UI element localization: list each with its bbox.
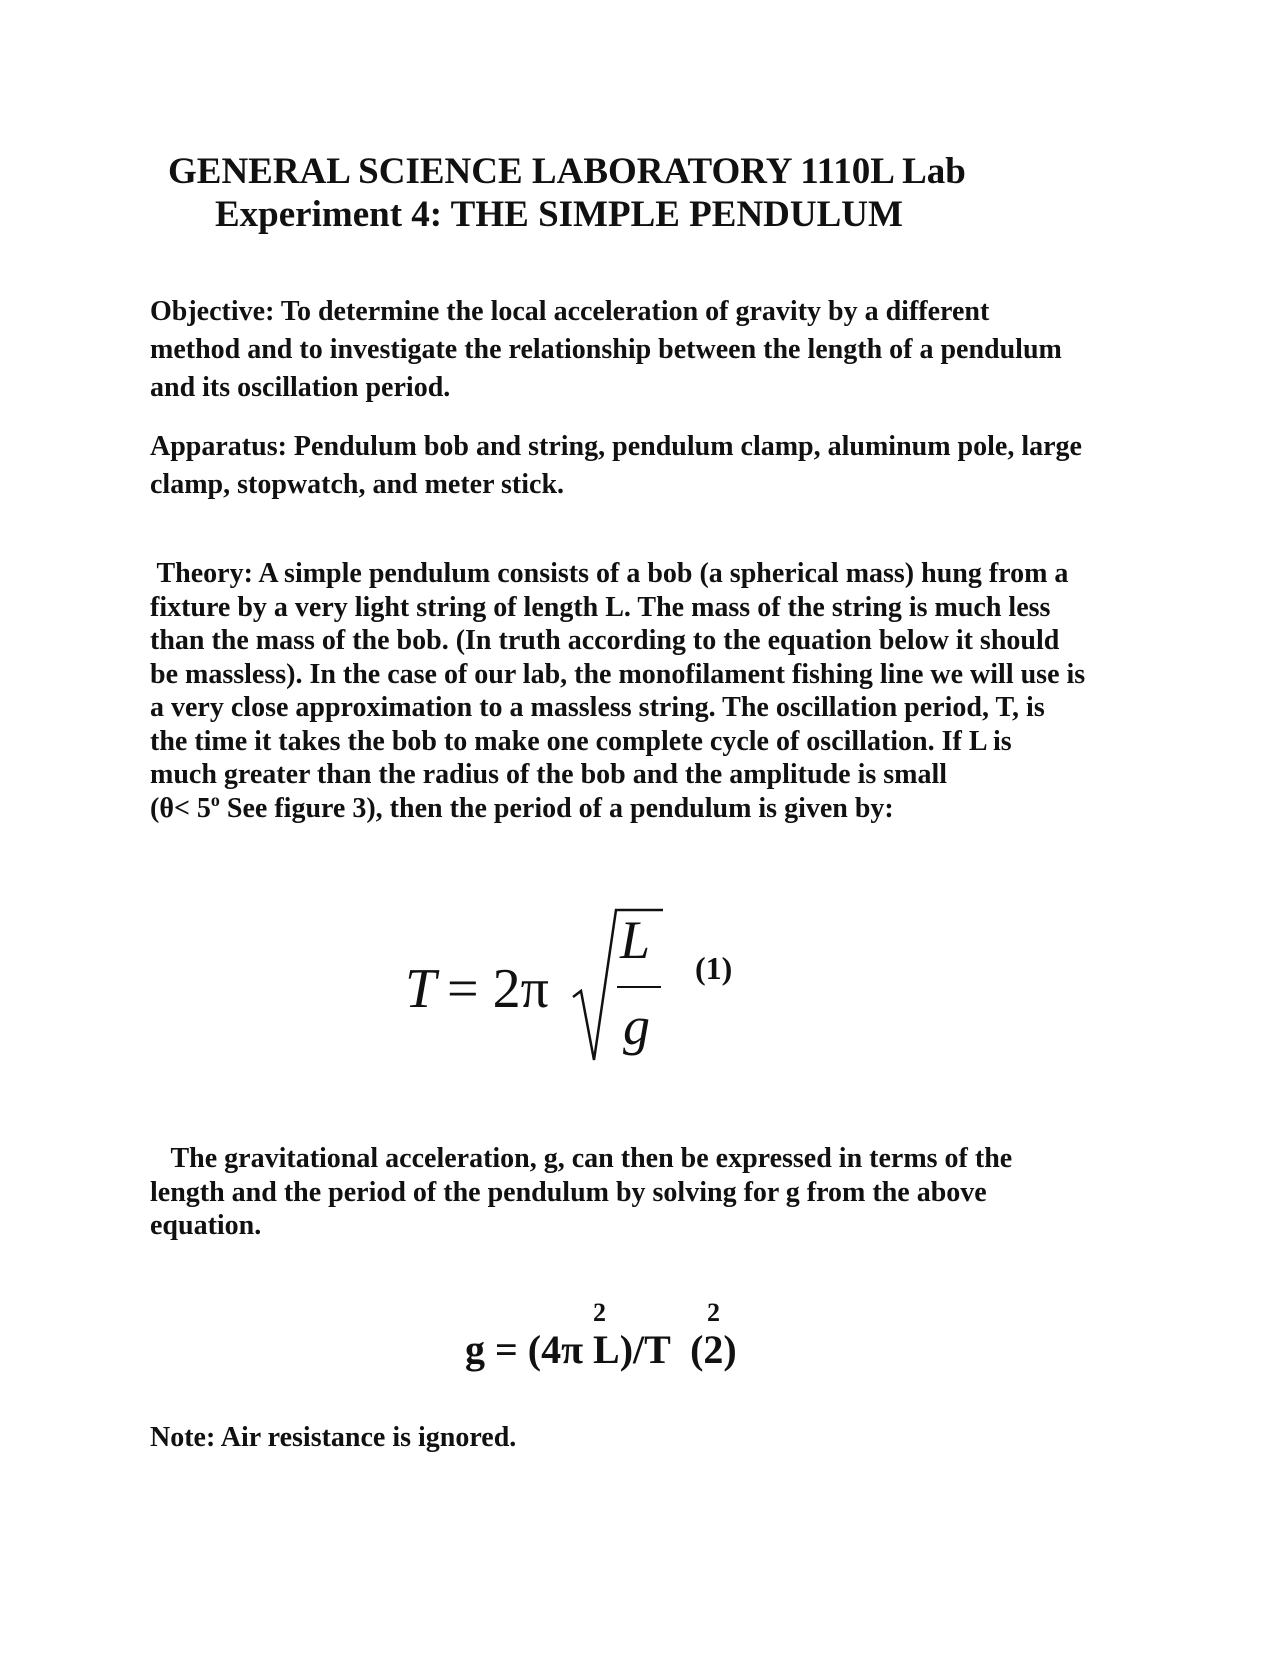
objective-line: Objective: To determine the local acceleration of gravity by a different <box>150 296 990 327</box>
exponent-pi: 2 <box>593 1298 606 1327</box>
theory-line: the time it takes the bob to make one complete cycle of oscillation. If L is <box>150 725 1012 757</box>
theory-line: Theory: A simple pendulum consists of a bob (a spherical mass) hung from a <box>150 558 1069 589</box>
theory-line: much greater than the radius of the bob and the amplitude is small <box>150 759 948 790</box>
theory-line: fixture by a very light string of length L. The mass of the string is much less <box>150 591 1051 623</box>
objective-paragraph <box>150 293 1150 407</box>
gravity-formula: g = (4π L)/T (2) <box>465 1327 737 1372</box>
equation-rhs-coefficient: = 2π <box>447 958 549 1020</box>
gravity-line: equation. <box>150 1210 262 1241</box>
note-text: Note: Air resistance is ignored. <box>150 1422 517 1453</box>
objective-line: method and to investigate the relationship between the length of a pendulum <box>150 334 1062 365</box>
theory-line: than the mass of the bob. (In truth according to the equation below it should <box>150 625 1060 656</box>
equation-number: (1) <box>695 950 733 986</box>
theory-line: be massless). In the case of our lab, the monofilament fishing line we will use is <box>150 658 1086 690</box>
gravity-line: The gravitational acceleration, g, can then be expressed in terms of the <box>150 1143 1013 1174</box>
experiment-title: Experiment 4: THE SIMPLE PENDULUM <box>215 194 903 235</box>
gravity-equation <box>465 1298 825 1388</box>
theory-line-last <box>150 789 1150 826</box>
fraction-denominator: g <box>623 996 650 1056</box>
theta-condition: (θ< 5 <box>150 792 211 824</box>
apparatus-line: clamp, stopwatch, and meter stick. <box>150 469 565 500</box>
theory-line-end: See figure 3), then the period of a pendulum is given by: <box>219 792 894 824</box>
period-equation <box>395 905 775 1075</box>
theory-line: a very close approximation to a massless string. The oscillation period, T, is <box>150 692 1045 723</box>
apparatus-line: Apparatus: Pendulum bob and string, pendulum clamp, aluminum pole, large <box>150 431 1082 462</box>
exponent-t: 2 <box>707 1298 720 1327</box>
gravity-paragraph <box>150 1142 1150 1243</box>
apparatus-paragraph <box>150 428 1150 504</box>
fraction-numerator: L <box>620 910 651 970</box>
degree-symbol: o <box>210 789 220 810</box>
theory-paragraph <box>150 557 1150 825</box>
equation-lhs: T <box>405 958 437 1020</box>
document-title: GENERAL SCIENCE LABORATORY 1110L Lab <box>168 151 966 192</box>
objective-line: and its oscillation period. <box>150 372 451 403</box>
gravity-line: length and the period of the pendulum by solving for g from the above <box>150 1176 987 1208</box>
